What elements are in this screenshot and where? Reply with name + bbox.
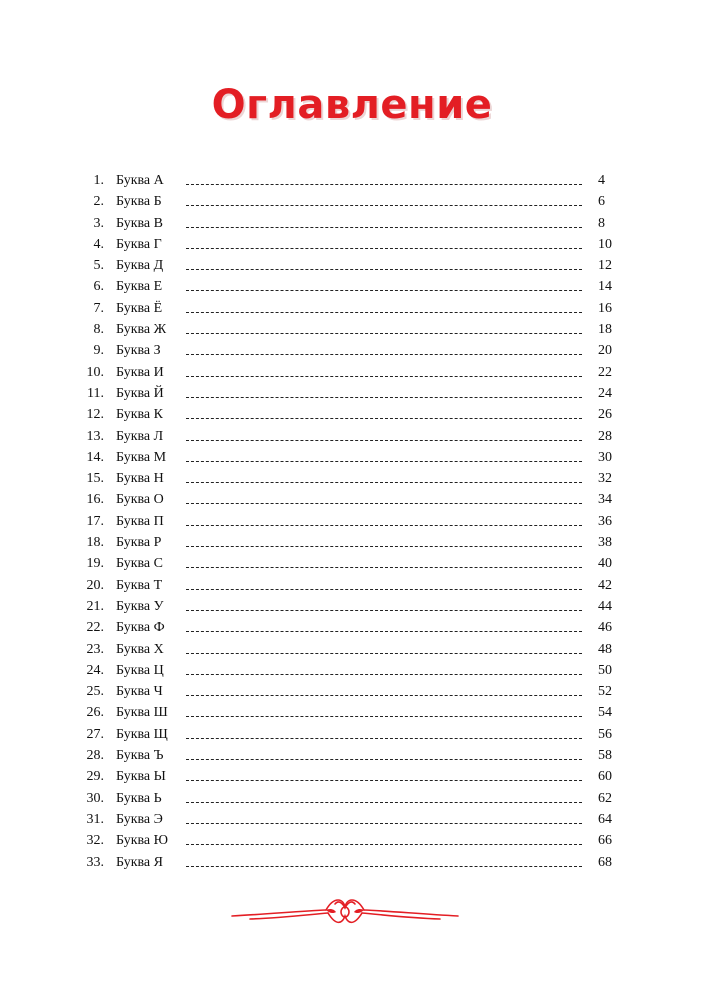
toc-entry-number: 16. xyxy=(86,492,104,508)
toc-entry-page-number: 30 xyxy=(598,449,612,465)
toc-entry xyxy=(0,489,704,510)
toc-entry-page-number: 42 xyxy=(598,577,612,593)
dotted-leader xyxy=(186,716,582,717)
dotted-leader xyxy=(186,546,582,547)
dotted-leader xyxy=(186,525,582,526)
dotted-leader xyxy=(186,227,582,228)
toc-entry-number: 21. xyxy=(86,598,104,614)
dotted-leader xyxy=(186,567,582,568)
toc-entry-page-number: 16 xyxy=(598,300,612,316)
toc-entry xyxy=(0,596,704,617)
toc-entry-page-number: 62 xyxy=(598,790,612,806)
toc-entry xyxy=(0,575,704,596)
toc-entry-label: Буква Ф xyxy=(116,620,165,636)
toc-entry-page-number: 8 xyxy=(598,215,605,231)
toc-entry-number: 5. xyxy=(93,258,104,274)
dotted-leader xyxy=(186,461,582,462)
dotted-leader xyxy=(186,312,582,313)
toc-entry-number: 26. xyxy=(86,705,104,721)
toc-entry-number: 12. xyxy=(86,407,104,423)
toc-entry xyxy=(0,404,704,425)
toc-entry-page-number: 46 xyxy=(598,620,612,636)
toc-entry-label: Буква Ы xyxy=(116,769,166,785)
toc-entry xyxy=(0,809,704,830)
toc-entry-page-number: 60 xyxy=(598,769,612,785)
toc-entry-number: 33. xyxy=(86,854,104,870)
dotted-leader xyxy=(186,440,582,441)
dotted-leader xyxy=(186,248,582,249)
toc-entry-page-number: 14 xyxy=(598,279,612,295)
toc-entry-number: 22. xyxy=(86,620,104,636)
dotted-leader xyxy=(186,823,582,824)
toc-entry-label: Буква Щ xyxy=(116,726,168,742)
dotted-leader xyxy=(186,269,582,270)
toc-entry-number: 25. xyxy=(86,684,104,700)
toc-entry-page-number: 20 xyxy=(598,343,612,359)
toc-entry-number: 3. xyxy=(93,215,104,231)
toc-entry-number: 2. xyxy=(93,194,104,210)
toc-entry xyxy=(0,788,704,809)
table-of-contents xyxy=(0,170,704,873)
dotted-leader xyxy=(186,205,582,206)
dotted-leader xyxy=(186,482,582,483)
toc-entry-label: Буква Ш xyxy=(116,705,168,721)
toc-entry-page-number: 32 xyxy=(598,471,612,487)
toc-entry-page-number: 36 xyxy=(598,513,612,529)
dotted-leader xyxy=(186,738,582,739)
dotted-leader xyxy=(186,503,582,504)
toc-entry-number: 31. xyxy=(86,811,104,827)
dotted-leader xyxy=(186,290,582,291)
dotted-leader xyxy=(186,866,582,867)
toc-entry-number: 27. xyxy=(86,726,104,742)
toc-entry-number: 15. xyxy=(86,471,104,487)
toc-entry-label: Буква Ъ xyxy=(116,748,164,764)
toc-entry xyxy=(0,702,704,723)
toc-entry-label: Буква Г xyxy=(116,236,162,252)
toc-entry xyxy=(0,319,704,340)
toc-entry-label: Буква П xyxy=(116,513,164,529)
toc-entry xyxy=(0,617,704,638)
dotted-leader xyxy=(186,780,582,781)
toc-entry-label: Буква Е xyxy=(116,279,163,295)
toc-entry-number: 17. xyxy=(86,513,104,529)
toc-entry-page-number: 10 xyxy=(598,236,612,252)
toc-entry-label: Буква М xyxy=(116,449,167,465)
dotted-leader xyxy=(186,184,582,185)
toc-entry-page-number: 38 xyxy=(598,535,612,551)
toc-entry xyxy=(0,383,704,404)
toc-entry xyxy=(0,170,704,191)
toc-entry-page-number: 34 xyxy=(598,492,612,508)
dotted-leader xyxy=(186,631,582,632)
toc-entry xyxy=(0,468,704,489)
toc-entry-number: 29. xyxy=(86,769,104,785)
toc-entry-label: Буква Э xyxy=(116,811,163,827)
toc-entry-page-number: 54 xyxy=(598,705,612,721)
toc-entry-label: Буква Д xyxy=(116,258,164,274)
toc-entry-page-number: 28 xyxy=(598,428,612,444)
dotted-leader xyxy=(186,695,582,696)
toc-entry xyxy=(0,255,704,276)
toc-entry xyxy=(0,745,704,766)
toc-entry-label: Буква Б xyxy=(116,194,162,210)
toc-entry xyxy=(0,213,704,234)
toc-entry xyxy=(0,639,704,660)
dotted-leader xyxy=(186,333,582,334)
toc-entry-label: Буква О xyxy=(116,492,164,508)
toc-entry xyxy=(0,766,704,787)
dotted-leader xyxy=(186,610,582,611)
dotted-leader xyxy=(186,418,582,419)
toc-entry-page-number: 52 xyxy=(598,684,612,700)
toc-entry xyxy=(0,340,704,361)
toc-entry-label: Буква Л xyxy=(116,428,164,444)
toc-entry-number: 9. xyxy=(93,343,104,359)
toc-entry-label: Буква Ч xyxy=(116,684,163,700)
toc-entry-number: 19. xyxy=(86,556,104,572)
toc-entry-label: Буква У xyxy=(116,598,164,614)
toc-entry-page-number: 68 xyxy=(598,854,612,870)
toc-entry-number: 8. xyxy=(93,322,104,338)
toc-entry-page-number: 12 xyxy=(598,258,612,274)
toc-entry xyxy=(0,724,704,745)
toc-entry xyxy=(0,681,704,702)
toc-entry-number: 30. xyxy=(86,790,104,806)
toc-entry-number: 14. xyxy=(86,449,104,465)
toc-entry xyxy=(0,660,704,681)
toc-entry xyxy=(0,532,704,553)
toc-entry-page-number: 56 xyxy=(598,726,612,742)
toc-entry-label: Буква Х xyxy=(116,641,164,657)
toc-entry-label: Буква З xyxy=(116,343,161,359)
toc-entry xyxy=(0,852,704,873)
toc-entry xyxy=(0,298,704,319)
toc-entry xyxy=(0,191,704,212)
toc-entry-label: Буква К xyxy=(116,407,163,423)
toc-entry-number: 32. xyxy=(86,833,104,849)
flourish-divider-icon xyxy=(230,890,460,934)
toc-entry-number: 23. xyxy=(86,641,104,657)
toc-entry-page-number: 4 xyxy=(598,173,605,188)
toc-entry-page-number: 40 xyxy=(598,556,612,572)
toc-entry-page-number: 18 xyxy=(598,322,612,338)
toc-entry-number: 6. xyxy=(93,279,104,295)
toc-entry-number: 1. xyxy=(93,173,104,188)
dotted-leader xyxy=(186,354,582,355)
toc-entry-label: Буква Ж xyxy=(116,322,167,338)
toc-entry-number: 7. xyxy=(93,300,104,316)
toc-entry-label: Буква Р xyxy=(116,535,162,551)
toc-entry-number: 4. xyxy=(93,236,104,252)
toc-entry-page-number: 26 xyxy=(598,407,612,423)
toc-entry xyxy=(0,830,704,851)
dotted-leader xyxy=(186,802,582,803)
toc-entry-label: Буква Й xyxy=(116,385,164,401)
toc-entry-number: 24. xyxy=(86,662,104,678)
toc-entry xyxy=(0,553,704,574)
toc-entry-label: Буква Ё xyxy=(116,300,163,316)
toc-entry xyxy=(0,276,704,297)
toc-entry-label: Буква И xyxy=(116,364,164,380)
toc-entry-number: 11. xyxy=(87,385,104,401)
page-title: Оглавление xyxy=(211,82,493,128)
toc-entry-label: Буква Ь xyxy=(116,790,162,806)
toc-entry-number: 20. xyxy=(86,577,104,593)
dotted-leader xyxy=(186,376,582,377)
toc-entry-label: Буква Н xyxy=(116,471,164,487)
toc-entry-page-number: 64 xyxy=(598,811,612,827)
toc-entry-page-number: 22 xyxy=(598,364,612,380)
toc-entry xyxy=(0,426,704,447)
dotted-leader xyxy=(186,397,582,398)
toc-entry-number: 18. xyxy=(86,535,104,551)
dotted-leader xyxy=(186,844,582,845)
toc-entry-number: 28. xyxy=(86,748,104,764)
toc-entry xyxy=(0,362,704,383)
toc-entry-label: Буква С xyxy=(116,556,163,572)
dotted-leader xyxy=(186,653,582,654)
toc-entry-page-number: 44 xyxy=(598,598,612,614)
toc-entry-page-number: 66 xyxy=(598,833,612,849)
toc-entry-label: Буква Т xyxy=(116,577,163,593)
toc-entry-page-number: 24 xyxy=(598,385,612,401)
toc-entry-label: Буква А xyxy=(116,173,164,188)
toc-entry-label: Буква Я xyxy=(116,854,163,870)
dotted-leader xyxy=(186,759,582,760)
toc-entry-label: Буква В xyxy=(116,215,163,231)
toc-entry-page-number: 48 xyxy=(598,641,612,657)
toc-entry xyxy=(0,234,704,255)
toc-entry-page-number: 50 xyxy=(598,662,612,678)
toc-entry-label: Буква Ю xyxy=(116,833,169,849)
toc-entry-page-number: 58 xyxy=(598,748,612,764)
dotted-leader xyxy=(186,589,582,590)
toc-entry xyxy=(0,447,704,468)
dotted-leader xyxy=(186,674,582,675)
toc-entry-number: 10. xyxy=(86,364,104,380)
toc-entry xyxy=(0,511,704,532)
toc-entry-page-number: 6 xyxy=(598,194,605,210)
toc-entry-number: 13. xyxy=(86,428,104,444)
toc-entry-label: Буква Ц xyxy=(116,662,164,678)
